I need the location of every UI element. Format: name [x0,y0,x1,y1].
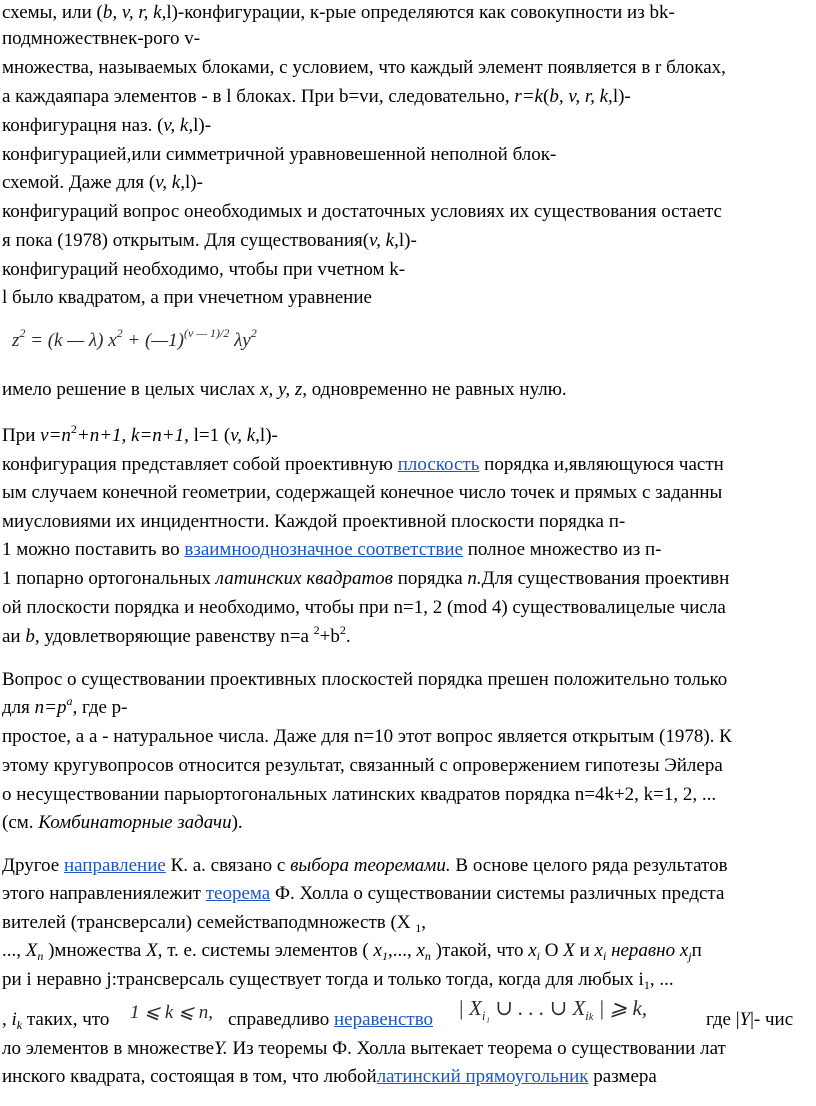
link-latin-rectangle[interactable]: латинский прямоугольник [376,1066,589,1087]
text: Для существования проективн [481,568,730,589]
text: l)- [259,425,278,446]
text: (см. [2,812,39,833]
text: Вопрос о существовании проективных плоскостей порядка пpешен положительно только [2,669,728,690]
text-line [2,285,372,311]
text-line [2,967,674,993]
text: т. е. системы элементов ( [162,940,374,961]
text: этого направлениялежит [2,883,206,904]
text-line [2,1064,657,1090]
text: для [2,697,35,718]
text-line [2,142,556,168]
text: О [540,940,564,961]
text-italic: v, k, [230,425,260,446]
text: конфигураций вопрос онеобходимых и достаточных условиях их существования остаетс [2,201,722,222]
text: ой плоскости порядка и необходимо, чтобы при n=1, 2 (mod 4) существовалицелые числа [2,597,726,618]
text-line [2,724,732,750]
text: , ... [649,969,674,990]
text: l)- [398,230,417,251]
superscript: 2 [70,422,77,436]
subscript: j [688,949,692,963]
text-italic: v, k, [163,115,194,136]
text-italic: X, [146,940,163,961]
text: l)- [184,172,203,193]
superscript: 2 [313,623,320,637]
link-ploskost[interactable]: плоскость [397,454,480,475]
text-italic: латинских квадратов [215,568,393,589]
text-italic: b, v, r, k, [549,86,613,107]
text: порядка [392,568,468,589]
formula-subscript: k [588,1012,594,1024]
subscript: i [536,949,541,963]
text-line [2,170,203,196]
text: ). [231,812,243,833]
text: 1 попарно ортогональных [2,568,216,589]
equation-image [12,328,257,354]
text-line [706,1007,793,1033]
text-italic: x [373,940,382,961]
text-line [2,566,729,592]
text: конфигурацией,или симметричной уравновешенной неполной блок- [2,144,557,165]
text: |- чис [750,1009,794,1030]
text: я пока (1978) открытым. Для существования( [2,230,370,251]
text: порядка и,являющуюся частн [479,454,724,475]
formula-subscript: i₁ [481,1008,490,1024]
text-line [2,480,722,506]
text: этому кругувопросов относится результат, связанный с опровержением гипотезы Эйлера [2,755,723,776]
text: где p- [77,697,128,718]
text: схемы, или ( [2,2,103,23]
text: и [574,940,595,961]
text-italic: X [25,940,38,961]
text: 1 можно поставить во [2,539,185,560]
text-line [2,199,722,225]
text-line [2,910,426,936]
text: l=1 ( [188,425,231,446]
formula-text: + (—1) [122,330,184,351]
text: Другое [2,855,64,876]
superscript: a [66,694,73,708]
text: полное множество из п- [463,539,662,560]
text-italic: Y [739,1009,751,1030]
text: удовлетворяющие равенству n=a [39,626,314,647]
text-line [2,377,567,403]
text-italic: r=k [514,86,543,107]
text-line [2,881,724,907]
text: . [345,626,351,647]
text-italic: x [528,940,537,961]
text-line [2,853,728,879]
text: В основе целого ряда результатов [450,855,728,876]
text-line [2,667,727,693]
subscript: i [602,949,607,963]
formula-text: ∪ . . . ∪ X [490,996,586,1020]
text: ( [542,86,550,107]
text-line [2,782,716,808]
text-italic: +n+1, k=n+1, [76,425,189,446]
text: простое, а a - натуральное числа. Даже для n=10 этот вопрос является открытым (1978). К [2,726,732,747]
text: ло элементов в множестве [2,1038,215,1059]
text: ым случаем конечной геометрии, содержащей конечное число точек и прямых с заданны [2,482,723,503]
superscript: 2 [339,623,346,637]
text: о несуществовании парыортогональных латинских квадратов порядка n=4k+2, k=1, 2, ... [2,784,717,805]
text: ри i неравно j:трансверсаль существует тогда и только тогда, когда для любых i [2,969,644,990]
text-italic: b, v, r, k, [102,2,167,23]
link-teorema[interactable]: теорема [205,883,271,904]
inequality-union-image [458,994,647,1032]
link-napravlenie[interactable]: направление [63,855,166,876]
text: справедливо [228,1009,334,1030]
text: схемой. Даже для ( [2,172,156,193]
text-line [2,84,631,110]
formula-text: = (k — λ) x [25,330,117,351]
text-line [2,26,200,52]
text-italic: n=p [34,697,67,718]
text: п [691,940,702,961]
text-line [2,257,405,283]
text: вителей (трансверсали) семействаподмножеств (X [2,912,416,933]
text: l было квадратом, а при vнечетном уравнение [2,287,372,308]
text-line [2,113,211,139]
text: одновременно не равных нулю. [306,379,567,400]
subscript: 1 [381,949,388,963]
inequality-k-image [130,1000,213,1026]
subscript: 1 [643,978,650,992]
text: , [421,912,427,933]
text-line [2,423,278,449]
text: конфигурацня наз. ( [2,115,164,136]
text-line [2,1036,726,1062]
text: Ф. Холла о существовании системы различных предста [270,883,725,904]
text-italic: выбора теоремами. [290,855,451,876]
text: а каждаяпара элементов - в l блоках. При b=vи, следовательно, [2,86,515,107]
text: , [2,1009,12,1030]
text-line [2,624,351,650]
text-italic: x, y, z, [260,379,307,400]
text: размера [588,1066,657,1087]
formula-text: 1 ⩽ k ⩽ n, [130,1002,214,1023]
text-italic: Y. [214,1038,228,1059]
text-italic: неравно x [606,940,689,961]
subscript: n [37,949,44,963]
link-neravenstvo[interactable]: неравенство [333,1009,434,1030]
text-line [2,695,128,721]
formula-exponent: 2 [250,326,257,340]
text-line [2,509,625,535]
subscript: n [424,949,431,963]
text-italic: n. [467,568,482,589]
link-bijection[interactable]: взаимнооднозначное соответствие [184,539,464,560]
text: аи [2,626,26,647]
formula-text: z [12,330,20,351]
text: l)- [612,86,631,107]
text: l)-конфигурации, к-рые определяются как совокупности из bk- [166,2,675,23]
text: имело решение в целых числах [2,379,261,400]
text-line [2,1007,109,1033]
subscript: k [16,1018,23,1032]
subscript: 1 [415,921,422,935]
text-italic: i [11,1009,17,1030]
text: таких, что [22,1009,110,1030]
text: )множества [43,940,147,961]
text: К. а. связано с [165,855,291,876]
text: )такой, что [430,940,529,961]
text: Из теоремы Ф. Холла вытекает теорема о существовании лат [227,1038,726,1059]
text-italic: Комбинаторные задачи [38,812,232,833]
text-italic: , [72,697,78,718]
text-line [2,537,662,563]
formula-subscript: i [585,1008,589,1024]
text: конфигурация представляет собой проективную [2,454,398,475]
text-italic: X [563,940,575,961]
formula-text: λy [229,330,251,351]
formula-text: | X [458,996,482,1020]
text: инского квадрата, состоящая в том, что любой [2,1066,377,1087]
text: конфигураций необходимо, чтобы при vчетном k- [2,259,406,280]
formula-text: | ⩾ k, [593,996,648,1020]
text-line [2,228,417,254]
text: ,..., [387,940,417,961]
text-italic: x [594,940,603,961]
text: подмножествнек-рого v- [2,28,201,49]
text-italic: v=n [40,425,71,446]
text-line [2,753,723,779]
text: +b [319,626,340,647]
formula-exponent: 2 [116,326,123,340]
text-line [2,0,675,26]
text-italic: v, k, [155,172,185,193]
text: При [2,425,41,446]
text: l)- [193,115,212,136]
formula-exponent: (v — 1)/2 [184,326,230,340]
text: где | [706,1009,740,1030]
text-line [2,55,726,81]
text-italic: v, k, [369,230,399,251]
text: множества, называемых блоками, с условием, что каждый элемент появляется в r блоках, [2,57,726,78]
text-line [2,595,726,621]
text-line [2,938,702,964]
text-line [2,452,724,478]
text-italic: b, [25,626,40,647]
text: миусловиями их инцидентности. Каждой проективной плоскости порядка п- [2,511,626,532]
text-italic: x [416,940,425,961]
formula-exponent: 2 [19,326,26,340]
text-line [2,810,243,836]
text: ..., [2,940,26,961]
text-line [228,1007,433,1033]
